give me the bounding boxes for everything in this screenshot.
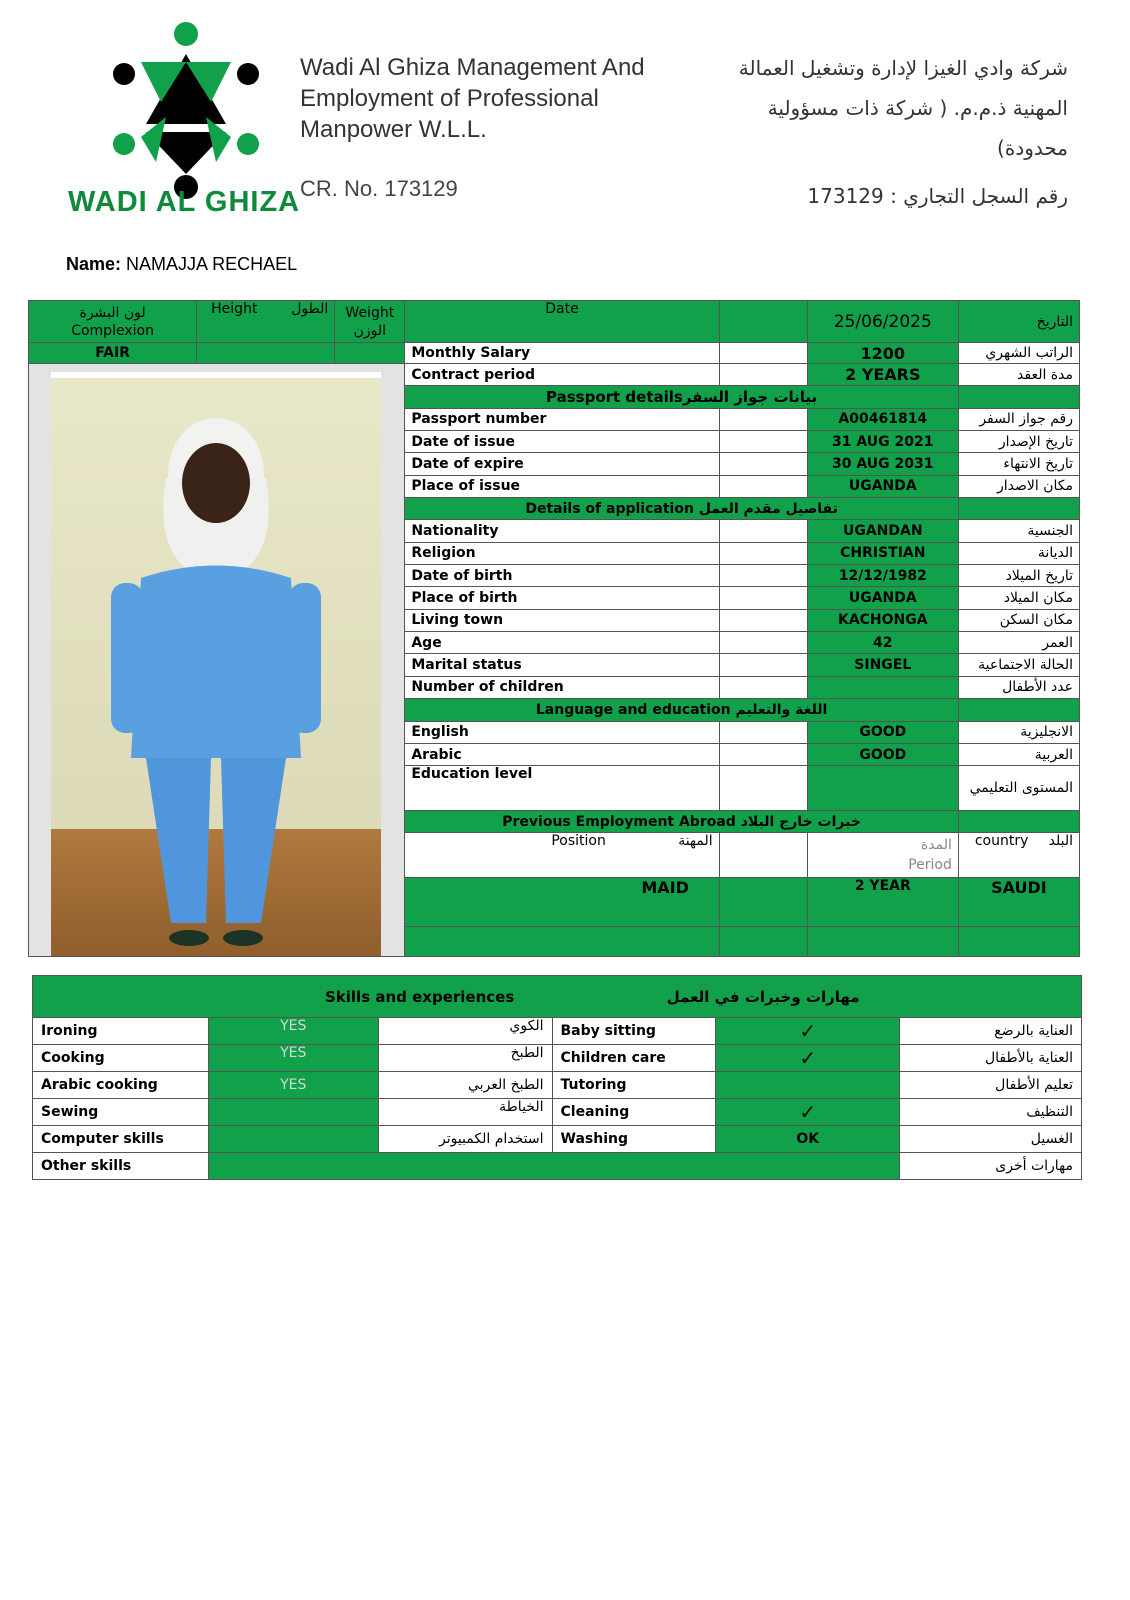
row-value: 31 AUG 2021: [807, 431, 958, 453]
period-en: Period: [908, 857, 952, 874]
empty-cell: [719, 926, 807, 956]
complexion-value: FAIR: [29, 343, 197, 364]
skills-table: [32, 975, 1082, 1180]
skill-label-ar: الطبخ: [378, 1045, 552, 1072]
skill-value: YES: [208, 1018, 378, 1045]
empty-cell: [719, 475, 807, 497]
row-value: KACHONGA: [807, 609, 958, 631]
weight-header: [335, 301, 405, 343]
skill-label: Tutoring: [552, 1072, 716, 1099]
company-line-1: Wadi Al Ghiza Management And: [300, 54, 645, 81]
date-value: 25/06/2025: [807, 301, 958, 343]
company-line-3: Manpower W.L.L.: [300, 116, 487, 143]
company-ar-line-2: المهنية ذ.م.م. ( شركة ذات مسؤولية: [767, 96, 1068, 120]
company-ar-line-1: شركة وادي الغيزا لإدارة وتشغيل العمالة: [738, 56, 1068, 80]
skill-label: Arabic cooking: [33, 1072, 209, 1099]
row-label: Date of expire: [405, 453, 719, 475]
logo-text: WADI AL GHIZA: [68, 186, 301, 218]
row-label-ar: مدة العقد: [958, 364, 1079, 386]
empty-cell: [719, 721, 807, 743]
skill-label: Children care: [552, 1045, 716, 1072]
row-label-ar: الراتب الشهري: [958, 343, 1079, 364]
skill-label-ar: الطبخ العربي: [378, 1072, 552, 1099]
row-label: Number of children: [405, 676, 719, 698]
complexion-en: Complexion: [71, 322, 154, 339]
row-value: UGANDAN: [807, 520, 958, 542]
skills-header-en: Skills and experiences: [325, 987, 515, 1006]
skill-label-ar: العناية بالرضع: [900, 1018, 1082, 1045]
row-label-ar: العربية: [958, 743, 1079, 765]
empty-cell: [719, 301, 807, 343]
applicant-name: [66, 254, 297, 275]
row-label: English: [405, 721, 719, 743]
cr-number-ar: رقم السجل التجاري : 173129: [807, 184, 1068, 208]
skill-label-ar: مهارات أخرى: [900, 1153, 1082, 1180]
row-label: Nationality: [405, 520, 719, 542]
skill-label: Ironing: [33, 1018, 209, 1045]
weight-ar: الوزن: [353, 322, 387, 339]
skills-header: [33, 976, 1082, 1018]
row-label-ar: الديانة: [958, 542, 1079, 564]
row-label: Age: [405, 632, 719, 654]
cv-table: [28, 300, 1080, 957]
empty-cell: [719, 833, 807, 878]
empty-cell: [719, 877, 807, 926]
row-label: Education level: [405, 766, 719, 811]
row-label: Passport number: [405, 408, 719, 430]
height-ar: الطول: [291, 301, 329, 317]
height-header: [197, 301, 335, 343]
skill-value: OK: [716, 1126, 900, 1153]
skill-value: YES: [208, 1045, 378, 1072]
row-value: 12/12/1982: [807, 565, 958, 587]
name-label: Name:: [66, 254, 122, 274]
row-value: GOOD: [807, 743, 958, 765]
row-label-ar: رقم جواز السفر: [958, 408, 1079, 430]
country-ar: البلد: [1048, 833, 1073, 850]
company-ar-line-3: محدودة): [997, 136, 1068, 160]
applicant-photo: [51, 372, 381, 956]
complexion-ar: لون البشرة: [79, 304, 146, 321]
row-label: Place of birth: [405, 587, 719, 609]
language-section-header: Language and education اللغة والتعليم: [405, 699, 959, 721]
skill-value: ✓: [716, 1018, 900, 1045]
empty-cell: [405, 926, 719, 956]
empty-cell: [719, 520, 807, 542]
date-ar: التاريخ: [958, 301, 1079, 343]
row-value: 1200: [807, 343, 958, 364]
row-value: SINGEL: [807, 654, 958, 676]
row-value: 30 AUG 2031: [807, 453, 958, 475]
period-ar: المدة: [920, 837, 952, 854]
row-label: Date of birth: [405, 565, 719, 587]
position-ar: المهنة: [678, 833, 713, 850]
country-en: country: [974, 833, 1029, 850]
height-value: [197, 343, 335, 364]
row-value: 42: [807, 632, 958, 654]
row-label-ar: مكان السكن: [958, 609, 1079, 631]
row-value: [807, 676, 958, 698]
company-line-2: Employment of Professional: [300, 85, 599, 112]
row-label: Monthly Salary: [405, 343, 719, 364]
skill-value: ✓: [716, 1099, 900, 1126]
company-name-ar: [700, 48, 1068, 168]
skill-value: [208, 1099, 378, 1126]
empty-cell: [719, 676, 807, 698]
skill-value: [716, 1072, 900, 1099]
skill-label: Cooking: [33, 1045, 209, 1072]
row-value: CHRISTIAN: [807, 542, 958, 564]
row-label-ar: تاريخ الميلاد: [958, 565, 1079, 587]
country-header: [958, 833, 1079, 878]
employment-section-header: Previous Employment Abroad خبرات خارج البلاد: [405, 810, 959, 832]
skill-label-ar: العناية بالأطفال: [900, 1045, 1082, 1072]
row-label-ar: عدد الأطفال: [958, 676, 1079, 698]
weight-en: Weight: [345, 304, 395, 321]
skill-label-ar: الخياطة: [378, 1099, 552, 1126]
period-value: 2 YEAR: [807, 877, 958, 926]
date-header: [405, 301, 719, 343]
name-value: NAMAJJA RECHAEL: [126, 254, 298, 274]
row-label: Date of issue: [405, 431, 719, 453]
row-label-ar: المستوى التعليمي: [958, 766, 1079, 811]
empty-cell: [958, 810, 1079, 832]
position-value: MAID: [405, 877, 719, 926]
period-header: [807, 833, 958, 878]
cr-number-en: CR. No. 173129: [300, 176, 458, 201]
empty-cell: [719, 364, 807, 386]
skill-label-ar: تعليم الأطفال: [900, 1072, 1082, 1099]
skill-label-ar: الكوي: [378, 1018, 552, 1045]
row-value: 2 YEARS: [807, 364, 958, 386]
country-value: SAUDI: [958, 877, 1079, 926]
weight-value: [335, 343, 405, 364]
date-en: Date: [545, 301, 579, 317]
position-en: Position: [551, 833, 606, 850]
empty-cell: [958, 926, 1079, 956]
empty-cell: [719, 453, 807, 475]
row-label-ar: العمر: [958, 632, 1079, 654]
empty-cell: [719, 431, 807, 453]
company-name-en: [300, 52, 645, 145]
row-label-ar: تاريخ الإصدار: [958, 431, 1079, 453]
skill-label: Computer skills: [33, 1126, 209, 1153]
row-label-ar: الانجليزية: [958, 721, 1079, 743]
row-label: Religion: [405, 542, 719, 564]
empty-cell: [719, 542, 807, 564]
empty-cell: [719, 766, 807, 811]
empty-cell: [958, 498, 1079, 520]
skill-label-ar: الغسيل: [900, 1126, 1082, 1153]
empty-cell: [719, 343, 807, 364]
position-header: [405, 833, 719, 878]
complexion-header: [29, 301, 197, 343]
row-value: A00461814: [807, 408, 958, 430]
empty-cell: [719, 743, 807, 765]
empty-cell: [719, 654, 807, 676]
skill-label: Cleaning: [552, 1099, 716, 1126]
row-value: GOOD: [807, 721, 958, 743]
empty-cell: [719, 609, 807, 631]
empty-cell: [958, 386, 1079, 408]
skills-header-ar: مهارات وخبرات في العمل: [666, 987, 860, 1006]
empty-cell: [719, 565, 807, 587]
empty-cell: [958, 699, 1079, 721]
passport-section-header: Passport detailsبيانات جواز السفر: [405, 386, 959, 408]
skill-label: Baby sitting: [552, 1018, 716, 1045]
empty-cell: [807, 926, 958, 956]
row-label-ar: الجنسية: [958, 520, 1079, 542]
row-label: Contract period: [405, 364, 719, 386]
empty-cell: [719, 408, 807, 430]
height-en: Height: [211, 301, 258, 317]
row-label: Living town: [405, 609, 719, 631]
other-skills-value: [208, 1153, 899, 1180]
empty-cell: [719, 587, 807, 609]
row-label: Arabic: [405, 743, 719, 765]
row-label-ar: مكان الاصدار: [958, 475, 1079, 497]
skill-label: Sewing: [33, 1099, 209, 1126]
photo-cell: [29, 364, 405, 957]
skill-label: Other skills: [33, 1153, 209, 1180]
row-value: UGANDA: [807, 475, 958, 497]
skill-value: ✓: [716, 1045, 900, 1072]
empty-cell: [719, 632, 807, 654]
skill-value: [208, 1126, 378, 1153]
row-label-ar: تاريخ الانتهاء: [958, 453, 1079, 475]
skill-label-ar: التنظيف: [900, 1099, 1082, 1126]
row-label-ar: الحالة الاجتماعية: [958, 654, 1079, 676]
row-label: Place of issue: [405, 475, 719, 497]
row-value: UGANDA: [807, 587, 958, 609]
row-label-ar: مكان الميلاد: [958, 587, 1079, 609]
skill-label-ar: استخدام الكمبيوتر: [378, 1126, 552, 1153]
row-value: [807, 766, 958, 811]
skill-label: Washing: [552, 1126, 716, 1153]
application-section-header: Details of application تفاصيل مقدم العمل: [405, 498, 959, 520]
row-label: Marital status: [405, 654, 719, 676]
skill-value: YES: [208, 1072, 378, 1099]
